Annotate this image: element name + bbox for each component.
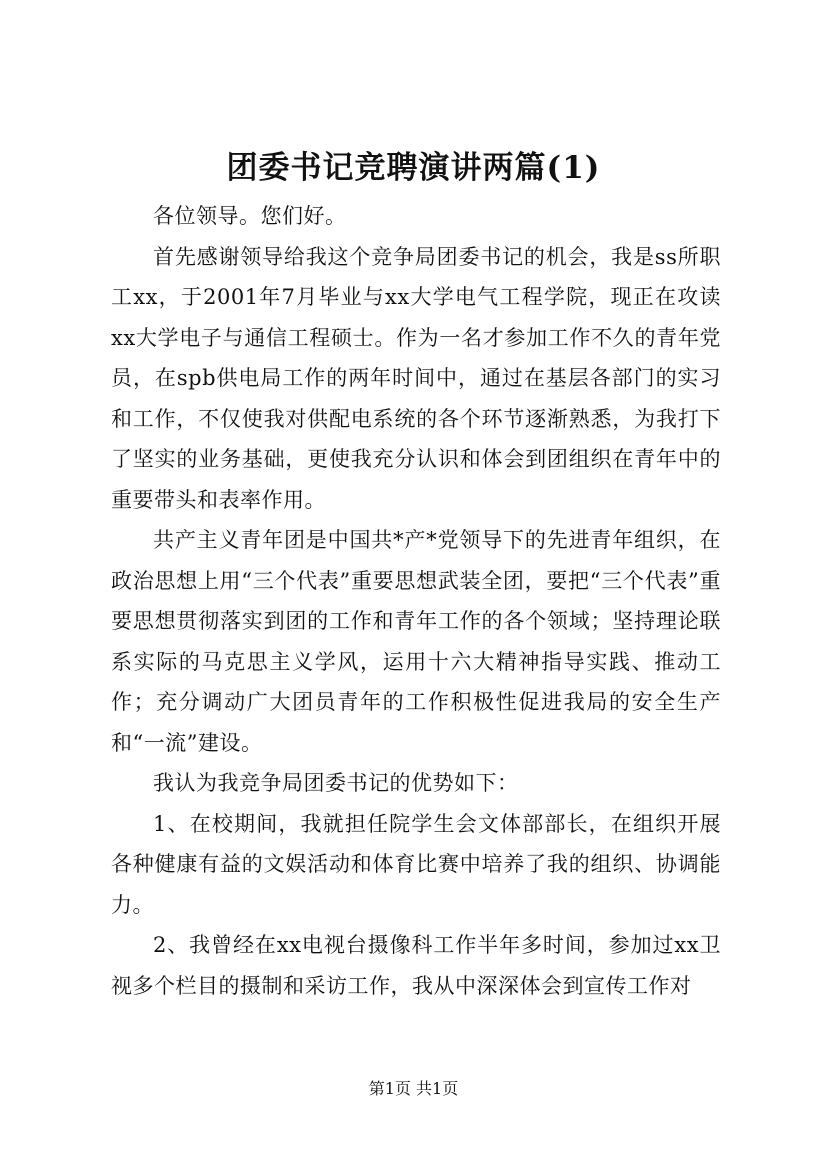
paragraph-youth-league: 共产主义青年团是中国共*产*党领导下的先进青年组织，在政治思想上用“三个代表”重要思想武装全团，要把“三个代表”重要思想贯彻落实到团的工作和青年工作的各个领域；坚持理论联系实际的马克思主义学风，运用十六大精神指导实践、推动工作；充分调动广大团员青年的工作积极性促进我局的安全生产和“一流”建设。	[111, 528, 721, 755]
paragraph-advantage-1: 1、在校期间，我就担任院学生会文体部部长，在组织开展各种健康有益的文娱活动和体育比赛中培养了我的组织、协调能力。	[111, 811, 721, 917]
document-body	[111, 196, 721, 1006]
paragraph-advantage-2: 2、我曾经在xx电视台摄像科工作半年多时间，参加过xx卫视多个栏目的摄制和采访工作，我从中深深体会到宣传工作对	[111, 933, 721, 998]
document-title: 团委书记竞聘演讲两篇(1)	[226, 150, 601, 186]
paragraph-introduction: 首先感谢领导给我这个竞争局团委书记的机会，我是ss所职工xx，于2001年7月毕业与xx大学电气工程学院，现正在攻读xx大学电子与通信工程硕士。作为一名才参加工作不久的青年党员，在spb供电局工作的两年时间中，通过在基层各部门的实习和工作，不仅使我对供配电系统的各个环节逐渐熟悉，为我打下了坚实的业务基础，更使我充分认识和体会到团组织在青年中的重要带头和表率作用。	[111, 244, 721, 512]
paragraph-greeting: 各位领导。您们好。	[153, 204, 347, 228]
paragraph-advantages-heading: 我认为我竞争局团委书记的优势如下：	[153, 771, 519, 795]
page-footer: 第1页 共1页	[368, 1079, 459, 1098]
